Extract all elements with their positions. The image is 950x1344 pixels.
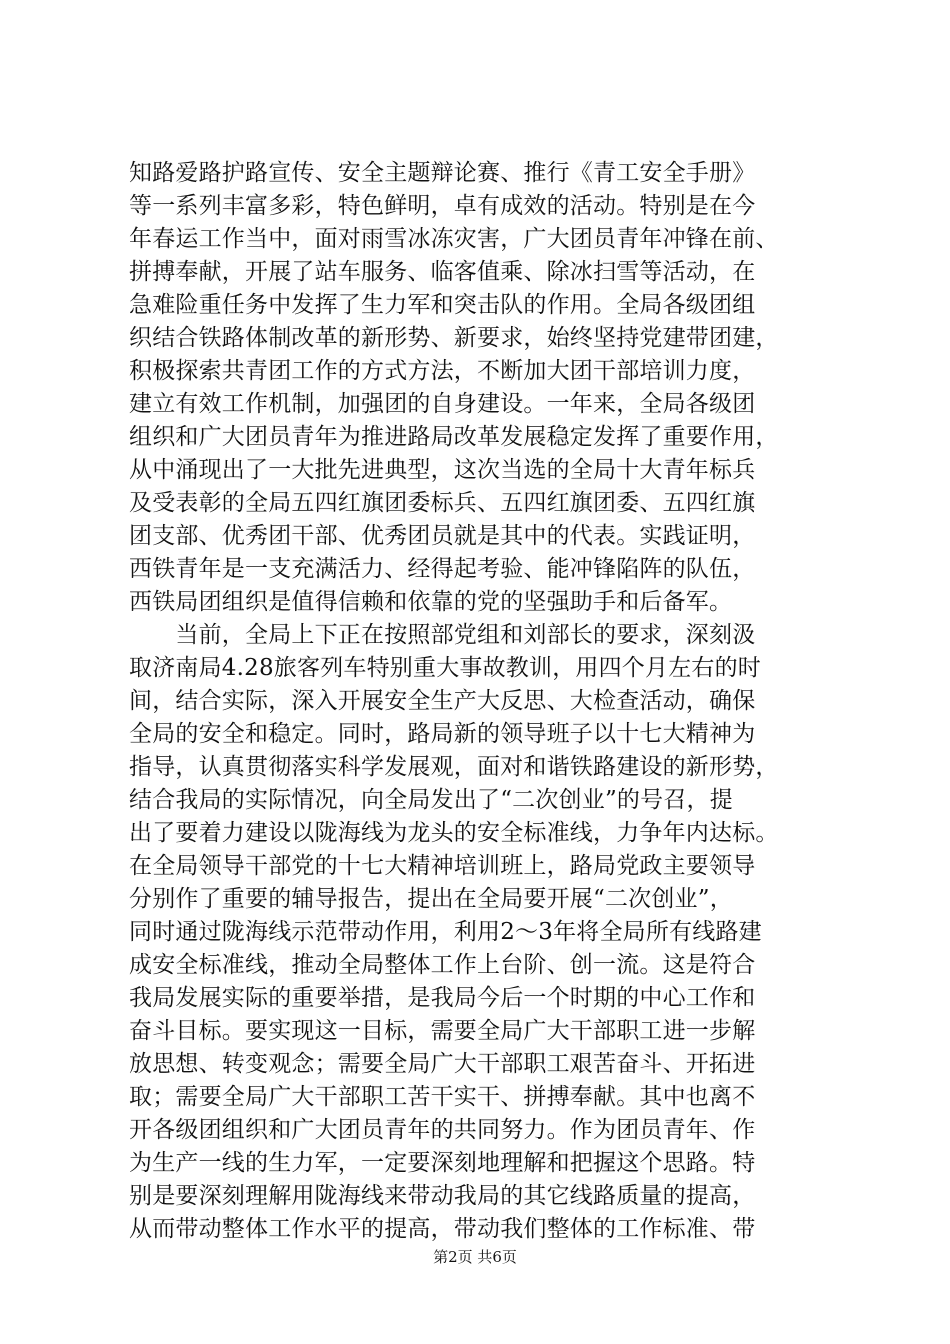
text-line: 西铁青年是一支充满活力、经得起考验、能冲锋陷阵的队伍， (129, 556, 756, 582)
text-line: 拼搏奉献，开展了站车服务、临客值乘、除冰扫雪等活动，在 (129, 259, 756, 285)
text-line: 间，结合实际，深入开展安全生产大反思、大检查活动，确保 (129, 688, 756, 714)
text-line: 在全局领导干部党的十七大精神培训班上，路局党政主要领导 (129, 853, 756, 879)
text-line: 团支部、优秀团干部、优秀团员就是其中的代表。实践证明， (129, 523, 756, 549)
text-line: 别是要深刻理解用陇海线来带动我局的其它线路质量的提高， (129, 1183, 756, 1209)
text-line: 织结合铁路体制改革的新形势、新要求，始终坚持党建带团建， (129, 325, 779, 351)
text-line: 指导，认真贯彻落实科学发展观，面对和谐铁路建设的新形势， (129, 754, 779, 780)
text-line: 结合我局的实际情况，向全局发出了“二次创业”的号召，提 (129, 787, 733, 813)
text-line: 及受表彰的全局五四红旗团委标兵、五四红旗团委、五四红旗 (129, 490, 756, 516)
text-line: 全局的安全和稳定。同时，路局新的领导班子以十七大精神为 (129, 721, 756, 747)
text-line: 为生产一线的生力军，一定要深刻地理解和把握这个思路。特 (129, 1150, 756, 1176)
body-text (129, 157, 841, 1246)
text-line: 放思想、转变观念；需要全局广大干部职工艰苦奋斗、开拓进 (129, 1051, 756, 1077)
text-line: 等一系列丰富多彩，特色鲜明，卓有成效的活动。特别是在今 (129, 193, 756, 219)
text-line: 取济南局4.28旅客列车特别重大事故教训，用四个月左右的时 (129, 655, 762, 681)
text-line: 出了要着力建设以陇海线为龙头的安全标准线，力争年内达标。 (129, 820, 779, 846)
page-number-footer: 第2页 共6页 (433, 1248, 517, 1266)
text-line: 建立有效工作机制，加强团的自身建设。一年来，全局各级团 (129, 391, 756, 417)
text-line: 知路爱路护路宣传、安全主题辩论赛、推行《青工安全手册》 (129, 160, 756, 186)
text-line: 从中涌现出了一大批先进典型，这次当选的全局十大青年标兵 (129, 457, 756, 483)
text-line: 积极探索共青团工作的方式方法，不断加大团干部培训力度， (129, 358, 756, 384)
text-line: 当前，全局上下正在按照部党组和刘部长的要求，深刻汲 (129, 622, 756, 648)
text-line: 开各级团组织和广大团员青年的共同努力。作为团员青年、作 (129, 1117, 756, 1143)
text-line: 我局发展实际的重要举措，是我局今后一个时期的中心工作和 (129, 985, 756, 1011)
text-line: 组织和广大团员青年为推进路局改革发展稳定发挥了重要作用， (129, 424, 779, 450)
text-line: 取；需要全局广大干部职工苦干实干、拼搏奉献。其中也离不 (129, 1084, 756, 1110)
text-line: 急难险重任务中发挥了生力军和突击队的作用。全局各级团组 (129, 292, 756, 318)
text-line: 从而带动整体工作水平的提高，带动我们整体的工作标准、带 (129, 1216, 756, 1242)
text-line: 成安全标准线，推动全局整体工作上台阶、创一流。这是符合 (129, 952, 756, 978)
text-line: 分别作了重要的辅导报告，提出在全局要开展“二次创业”， (129, 886, 733, 912)
text-line: 西铁局团组织是值得信赖和依靠的党的坚强助手和后备军。 (129, 589, 733, 615)
text-line: 年春运工作当中，面对雨雪冰冻灾害，广大团员青年冲锋在前、 (129, 226, 779, 252)
text-line: 奋斗目标。要实现这一目标，需要全局广大干部职工进一步解 (129, 1018, 756, 1044)
text-line: 同时通过陇海线示范带动作用，利用2～3年将全局所有线路建 (129, 919, 762, 945)
